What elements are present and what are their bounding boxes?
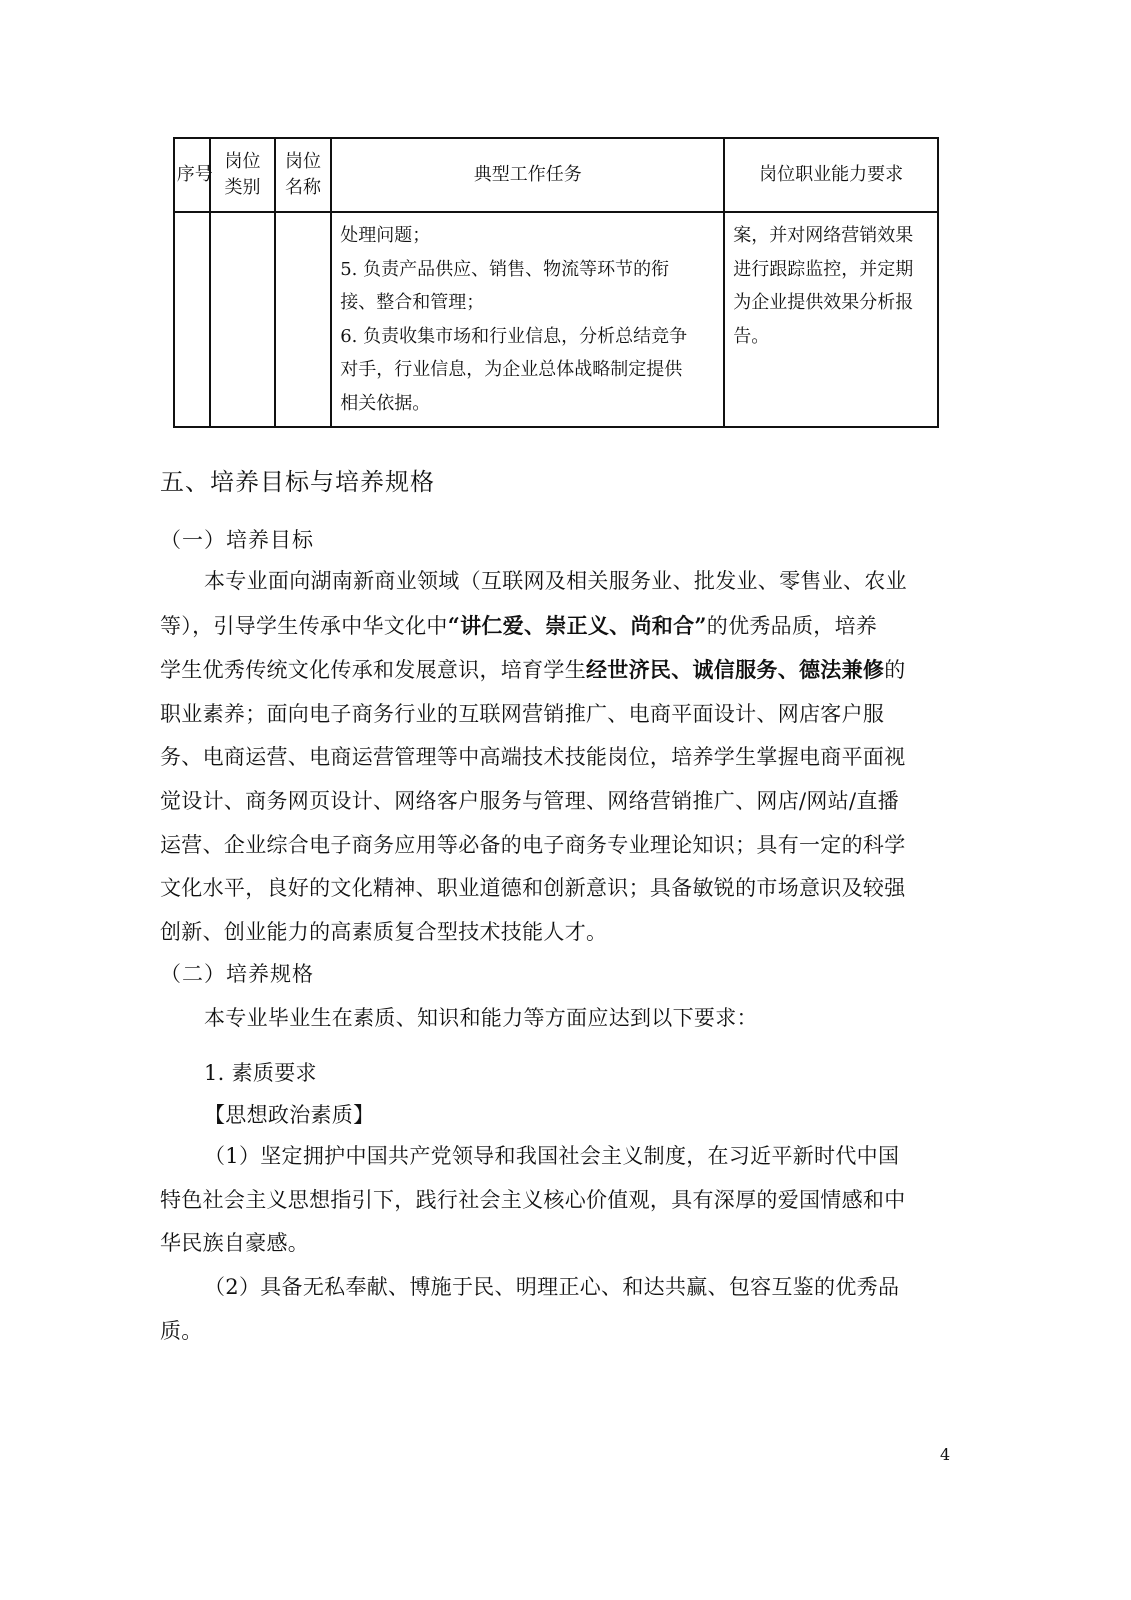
goal-emphasis: “讲仁爱、崇正义、尚和合” [447,612,707,638]
item-line: （1）坚定拥护中国共产党领导和我国社会主义制度，在习近平新时代中国 [204,1144,900,1168]
spec-intro: 本专业毕业生在素质、知识和能力等方面应达到以下要求： [204,1006,758,1030]
goal-emphasis: 经世济民、诚信服务、德法兼修 [586,657,885,683]
table-row [174,212,938,427]
goal-line: 务、电商运营、电商运营管理等中高端技术技能岗位，培养学生掌握电商平面视 [160,745,906,770]
cell-category [210,212,275,427]
section-title: 五、培养目标与培养规格 [160,468,435,496]
cell-no [174,212,210,427]
page-number: 4 [940,1445,951,1464]
header-no: 序号 [174,138,210,212]
subsection-title-goals: （一）培养目标 [160,528,314,552]
goal-line: 创新、创业能力的高素质复合型技术技能人才。 [160,919,608,944]
requirements-text: 案，并对网络营销效果 进行跟踪监控，并定期 为企业提供效果分析报 告。 [733,225,914,347]
goal-line: 本专业面向湖南新商业领域（互联网及相关服务业、批发业、零售业、农业 [204,569,907,593]
goal-paragraph [160,560,942,954]
item-line: 特色社会主义思想指引下，践行社会主义核心价值观，具有深厚的爱国情感和中 [160,1187,906,1212]
goal-line: 运营、企业综合电子商务应用等必备的电子商务专业理论知识；具有一定的科学 [160,832,906,857]
subsection-title-spec: （二）培养规格 [160,962,314,986]
goal-line: 职业素养；面向电子商务行业的互联网营销推广、电商平面设计、网店客户服 [160,701,885,726]
cell-tasks [331,212,724,427]
job-table [173,137,939,428]
cell-name [275,212,331,427]
item-1 [160,1135,942,1266]
goal-line: 等），引导学生传承中华文化中“讲仁爱、崇正义、尚和合”的优秀品质，培养 [160,612,878,638]
goal-line: 文化水平，良好的文化精神、职业道德和创新意识；具备敏锐的市场意识及较强 [160,876,906,901]
quality-title: 1. 素质要求 [204,1061,317,1085]
header-name: 岗位名称 [275,138,331,212]
header-category: 岗位类别 [210,138,275,212]
goal-line: 觉设计、商务网页设计、网络客户服务与管理、网络营销推广、网店/网站/直播 [160,788,899,813]
header-requirements: 岗位职业能力要求 [724,138,938,212]
item-line: 质。 [160,1318,203,1343]
header-tasks: 典型工作任务 [331,138,724,212]
table-header-row [174,138,938,212]
item-line: （2）具备无私奉献、博施于民、明理正心、和达共赢、包容互鉴的优秀品 [204,1275,900,1299]
goal-line: 学生优秀传统文化传承和发展意识，培育学生经世济民、诚信服务、德法兼修的 [160,657,906,683]
cell-requirements [724,212,938,427]
tasks-text: 处理问题； 5. 负责产品供应、销售、物流等环节的衔 接、整合和管理； 6. 负责收集市场和行业信息，分析总结竞争 对手，行业信息，为企业总体战略制定提供 相关依据。 [340,225,688,414]
item-2 [160,1266,942,1353]
political-title: 【思想政治素质】 [204,1103,375,1127]
item-line: 华民族自豪感。 [160,1231,310,1256]
